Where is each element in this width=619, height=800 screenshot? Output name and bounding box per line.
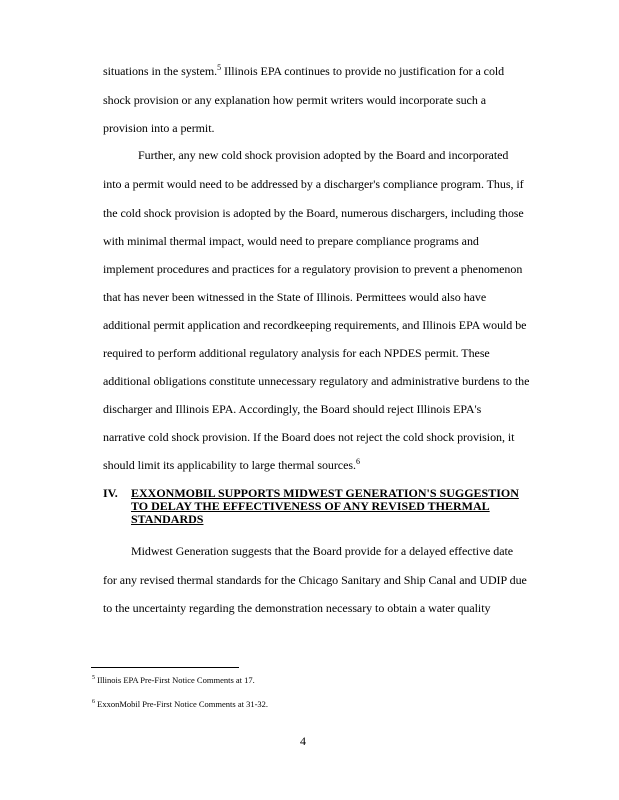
footnote-reference-6[interactable]: 6 (355, 457, 360, 466)
footnote-5 (92, 675, 255, 685)
body-line: required to perform additional regulatory analysis for each NPDES permit. These (103, 346, 490, 360)
footnote-mark: 6 (92, 699, 95, 706)
section-number: IV. (103, 486, 118, 500)
footnote-text: Illinois EPA Pre-First Notice Comments at 17. (95, 675, 255, 685)
body-line: additional obligations constitute unnecessary regulatory and administrative burdens to the (103, 374, 530, 388)
body-line-indented: Midwest Generation suggests that the Board provide for a delayed effective date (131, 544, 514, 558)
body-line: narrative cold shock provision. If the Board does not reject the cold shock provision, it (103, 430, 515, 444)
body-line: with minimal thermal impact, would need to prepare compliance programs and (103, 234, 479, 248)
footnote-text: ExxonMobil Pre-First Notice Comments at 31-32. (95, 699, 269, 709)
body-text: situations in the system. (103, 64, 218, 78)
body-line: shock provision or any explanation how permit writers would incorporate such a (103, 93, 487, 107)
footnote-6 (92, 699, 268, 709)
body-line: implement procedures and practices for a regulatory provision to prevent a phenomenon (103, 262, 523, 276)
body-line: discharger and Illinois EPA. Accordingly, the Board should reject Illinois EPA's (103, 402, 482, 416)
section-heading-line: TO DELAY THE EFFECTIVENESS OF ANY REVISED THERMAL (131, 499, 490, 513)
section-heading-line: STANDARDS (131, 512, 204, 526)
section-heading-line: EXXONMOBIL SUPPORTS MIDWEST GENERATION'S SUGGESTION (131, 486, 519, 500)
footnote-reference-5[interactable]: 5 (217, 63, 222, 72)
body-line (103, 458, 360, 472)
footnote-mark: 5 (92, 675, 95, 682)
body-text: Illinois EPA continues to provide no justification for a cold (221, 64, 505, 78)
body-line (103, 64, 504, 78)
body-line: for any revised thermal standards for the Chicago Sanitary and Ship Canal and UDIP due (103, 573, 527, 587)
body-line: the cold shock provision is adopted by the Board, numerous dischargers, including those (103, 206, 524, 220)
body-line: to the uncertainty regarding the demonstration necessary to obtain a water quality (103, 601, 491, 615)
body-line-indented: Further, any new cold shock provision adopted by the Board and incorporated (138, 148, 509, 162)
body-line: into a permit would need to be addressed by a discharger's compliance program. Thus, if (103, 177, 524, 191)
body-line: that has never been witnessed in the State of Illinois. Permittees would also have (103, 290, 487, 304)
page-number: 4 (300, 734, 306, 748)
body-line: additional permit application and recordkeeping requirements, and Illinois EPA would be (103, 318, 527, 332)
body-text: should limit its applicability to large thermal sources. (103, 458, 356, 472)
body-line: provision into a permit. (103, 121, 215, 135)
footnote-divider (91, 667, 239, 668)
